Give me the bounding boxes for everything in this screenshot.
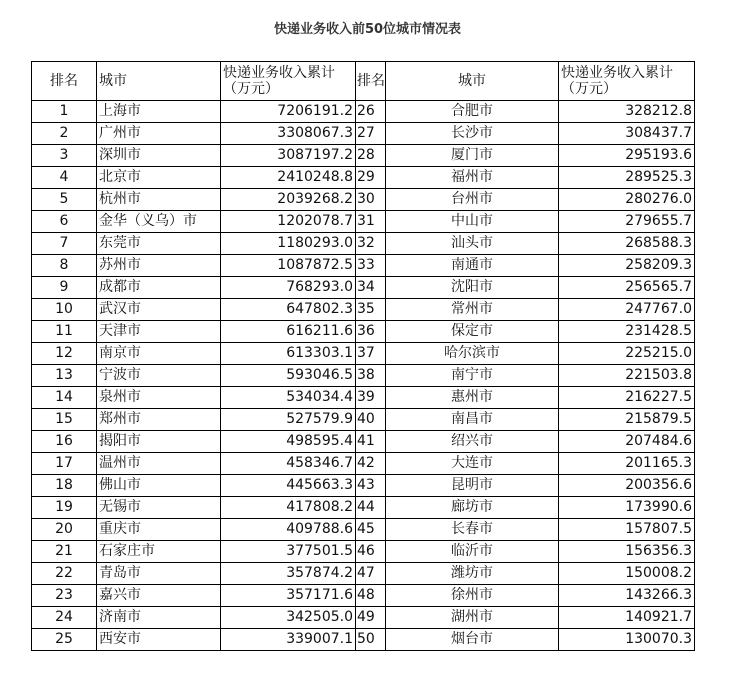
revenue-cell-2: 215879.5 bbox=[559, 409, 695, 431]
rank-cell: 6 bbox=[32, 211, 97, 233]
city-cell: 温州市 bbox=[97, 453, 221, 475]
city-cell-2: 保定市 bbox=[386, 321, 559, 343]
city-cell: 郑州市 bbox=[97, 409, 221, 431]
rank-cell-2: 29 bbox=[356, 167, 386, 189]
revenue-cell: 417808.2 bbox=[221, 497, 356, 519]
city-cell-2: 徐州市 bbox=[386, 585, 559, 607]
table-row bbox=[32, 255, 695, 277]
revenue-cell: 3087197.2 bbox=[221, 145, 356, 167]
rank-cell-2: 50 bbox=[356, 629, 386, 651]
rank-cell-2: 38 bbox=[356, 365, 386, 387]
city-cell-2: 湖州市 bbox=[386, 607, 559, 629]
table-row bbox=[32, 189, 695, 211]
rank-cell-2: 32 bbox=[356, 233, 386, 255]
city-cell-2: 中山市 bbox=[386, 211, 559, 233]
revenue-cell-2: 221503.8 bbox=[559, 365, 695, 387]
rank-cell: 19 bbox=[32, 497, 97, 519]
city-cell-2: 长春市 bbox=[386, 519, 559, 541]
city-cell-2: 潍坊市 bbox=[386, 563, 559, 585]
table-row bbox=[32, 123, 695, 145]
city-cell-2: 南昌市 bbox=[386, 409, 559, 431]
revenue-cell-2: 207484.6 bbox=[559, 431, 695, 453]
table-row bbox=[32, 387, 695, 409]
revenue-cell: 593046.5 bbox=[221, 365, 356, 387]
rank-cell: 15 bbox=[32, 409, 97, 431]
rank-cell: 20 bbox=[32, 519, 97, 541]
rank-cell: 5 bbox=[32, 189, 97, 211]
city-cell-2: 长沙市 bbox=[386, 123, 559, 145]
city-cell: 宁波市 bbox=[97, 365, 221, 387]
rank-cell-2: 26 bbox=[356, 101, 386, 123]
table-row bbox=[32, 475, 695, 497]
rank-cell-2: 30 bbox=[356, 189, 386, 211]
table-row bbox=[32, 497, 695, 519]
revenue-cell: 3308067.3 bbox=[221, 123, 356, 145]
city-cell-2: 南宁市 bbox=[386, 365, 559, 387]
table-row bbox=[32, 541, 695, 563]
revenue-cell-2: 258209.3 bbox=[559, 255, 695, 277]
rank-cell: 17 bbox=[32, 453, 97, 475]
city-cell: 成都市 bbox=[97, 277, 221, 299]
city-cell-2: 沈阳市 bbox=[386, 277, 559, 299]
rank-cell: 25 bbox=[32, 629, 97, 651]
revenue-cell: 458346.7 bbox=[221, 453, 356, 475]
city-cell-2: 汕头市 bbox=[386, 233, 559, 255]
revenue-cell-2: 280276.0 bbox=[559, 189, 695, 211]
table-row bbox=[32, 409, 695, 431]
city-cell: 石家庄市 bbox=[97, 541, 221, 563]
table-row bbox=[32, 145, 695, 167]
revenue-cell-2: 216227.5 bbox=[559, 387, 695, 409]
revenue-cell-2: 308437.7 bbox=[559, 123, 695, 145]
rank-cell: 4 bbox=[32, 167, 97, 189]
revenue-cell-2: 328212.8 bbox=[559, 101, 695, 123]
city-cell: 无锡市 bbox=[97, 497, 221, 519]
revenue-cell: 357171.6 bbox=[221, 585, 356, 607]
city-cell: 金华（义乌）市 bbox=[97, 211, 221, 233]
page-title: 快递业务收入前50位城市情况表 bbox=[273, 22, 462, 37]
city-cell: 佛山市 bbox=[97, 475, 221, 497]
rank-cell-2: 39 bbox=[356, 387, 386, 409]
revenue-cell: 377501.5 bbox=[221, 541, 356, 563]
rank-cell: 8 bbox=[32, 255, 97, 277]
revenue-cell: 1087872.5 bbox=[221, 255, 356, 277]
table-row bbox=[32, 453, 695, 475]
table-row bbox=[32, 211, 695, 233]
city-cell: 天津市 bbox=[97, 321, 221, 343]
table-row bbox=[32, 585, 695, 607]
city-cell: 广州市 bbox=[97, 123, 221, 145]
rank-cell: 13 bbox=[32, 365, 97, 387]
rank-cell-2: 36 bbox=[356, 321, 386, 343]
table-body bbox=[32, 101, 695, 651]
rank-cell: 16 bbox=[32, 431, 97, 453]
rank-cell-2: 44 bbox=[356, 497, 386, 519]
table-row bbox=[32, 101, 695, 123]
city-cell: 揭阳市 bbox=[97, 431, 221, 453]
rank-cell-2: 43 bbox=[356, 475, 386, 497]
revenue-cell: 527579.9 bbox=[221, 409, 356, 431]
table-row bbox=[32, 277, 695, 299]
revenue-cell: 7206191.2 bbox=[221, 101, 356, 123]
city-cell: 济南市 bbox=[97, 607, 221, 629]
rank-cell: 7 bbox=[32, 233, 97, 255]
rank-cell-2: 42 bbox=[356, 453, 386, 475]
city-cell: 南京市 bbox=[97, 343, 221, 365]
revenue-cell-2: 247767.0 bbox=[559, 299, 695, 321]
header-rank: 排名 bbox=[32, 62, 97, 101]
city-cell-2: 临沂市 bbox=[386, 541, 559, 563]
city-cell-2: 福州市 bbox=[386, 167, 559, 189]
city-cell: 东莞市 bbox=[97, 233, 221, 255]
rank-cell: 9 bbox=[32, 277, 97, 299]
table-row bbox=[32, 365, 695, 387]
rank-cell-2: 27 bbox=[356, 123, 386, 145]
rank-cell-2: 46 bbox=[356, 541, 386, 563]
rank-cell-2: 45 bbox=[356, 519, 386, 541]
revenue-cell: 1202078.7 bbox=[221, 211, 356, 233]
table-row bbox=[32, 629, 695, 651]
table-row bbox=[32, 321, 695, 343]
city-cell: 苏州市 bbox=[97, 255, 221, 277]
revenue-cell-2: 231428.5 bbox=[559, 321, 695, 343]
city-cell-2: 台州市 bbox=[386, 189, 559, 211]
rank-cell-2: 40 bbox=[356, 409, 386, 431]
rank-cell-2: 35 bbox=[356, 299, 386, 321]
header-revenue-2: 快递业务收入累计（万元） bbox=[559, 62, 695, 101]
city-cell: 杭州市 bbox=[97, 189, 221, 211]
city-cell: 青岛市 bbox=[97, 563, 221, 585]
revenue-cell: 339007.1 bbox=[221, 629, 356, 651]
revenue-cell-2: 279655.7 bbox=[559, 211, 695, 233]
rank-cell-2: 37 bbox=[356, 343, 386, 365]
table-row bbox=[32, 563, 695, 585]
rank-cell: 1 bbox=[32, 101, 97, 123]
revenue-cell: 409788.6 bbox=[221, 519, 356, 541]
rank-cell: 14 bbox=[32, 387, 97, 409]
rank-cell: 2 bbox=[32, 123, 97, 145]
city-cell: 武汉市 bbox=[97, 299, 221, 321]
city-cell: 深圳市 bbox=[97, 145, 221, 167]
city-cell-2: 绍兴市 bbox=[386, 431, 559, 453]
header-city: 城市 bbox=[97, 62, 221, 101]
rank-cell: 3 bbox=[32, 145, 97, 167]
revenue-cell-2: 143266.3 bbox=[559, 585, 695, 607]
revenue-cell-2: 200356.6 bbox=[559, 475, 695, 497]
table-row bbox=[32, 233, 695, 255]
revenue-cell-2: 256565.7 bbox=[559, 277, 695, 299]
revenue-cell: 357874.2 bbox=[221, 563, 356, 585]
rank-cell: 21 bbox=[32, 541, 97, 563]
header-rank-2: 排名 bbox=[356, 62, 386, 101]
city-cell-2: 昆明市 bbox=[386, 475, 559, 497]
rank-cell-2: 34 bbox=[356, 277, 386, 299]
rank-cell-2: 49 bbox=[356, 607, 386, 629]
city-cell: 重庆市 bbox=[97, 519, 221, 541]
rank-cell-2: 41 bbox=[356, 431, 386, 453]
revenue-cell-2: 295193.6 bbox=[559, 145, 695, 167]
city-cell-2: 大连市 bbox=[386, 453, 559, 475]
rank-cell-2: 47 bbox=[356, 563, 386, 585]
revenue-cell-2: 201165.3 bbox=[559, 453, 695, 475]
revenue-cell: 616211.6 bbox=[221, 321, 356, 343]
revenue-cell: 445663.3 bbox=[221, 475, 356, 497]
rank-cell: 11 bbox=[32, 321, 97, 343]
city-cell: 西安市 bbox=[97, 629, 221, 651]
revenue-cell-2: 225215.0 bbox=[559, 343, 695, 365]
revenue-cell-2: 150008.2 bbox=[559, 563, 695, 585]
revenue-cell: 498595.4 bbox=[221, 431, 356, 453]
city-cell-2: 合肥市 bbox=[386, 101, 559, 123]
revenue-cell: 2410248.8 bbox=[221, 167, 356, 189]
table-row bbox=[32, 431, 695, 453]
revenue-cell-2: 157807.5 bbox=[559, 519, 695, 541]
revenue-cell: 613303.1 bbox=[221, 343, 356, 365]
city-cell-2: 常州市 bbox=[386, 299, 559, 321]
table-row bbox=[32, 343, 695, 365]
table-row bbox=[32, 167, 695, 189]
revenue-cell: 2039268.2 bbox=[221, 189, 356, 211]
rank-cell: 10 bbox=[32, 299, 97, 321]
rank-cell: 12 bbox=[32, 343, 97, 365]
rank-cell: 18 bbox=[32, 475, 97, 497]
revenue-cell: 534034.4 bbox=[221, 387, 356, 409]
city-cell: 嘉兴市 bbox=[97, 585, 221, 607]
revenue-cell: 768293.0 bbox=[221, 277, 356, 299]
table-row bbox=[32, 519, 695, 541]
rank-cell-2: 31 bbox=[356, 211, 386, 233]
table-row bbox=[32, 299, 695, 321]
rank-cell: 23 bbox=[32, 585, 97, 607]
revenue-cell-2: 156356.3 bbox=[559, 541, 695, 563]
revenue-cell-2: 173990.6 bbox=[559, 497, 695, 519]
city-cell-2: 哈尔滨市 bbox=[386, 343, 559, 365]
table-header-row bbox=[32, 62, 695, 101]
city-cell-2: 南通市 bbox=[386, 255, 559, 277]
revenue-cell: 647802.3 bbox=[221, 299, 356, 321]
city-cell-2: 惠州市 bbox=[386, 387, 559, 409]
rank-cell: 24 bbox=[32, 607, 97, 629]
city-cell-2: 厦门市 bbox=[386, 145, 559, 167]
revenue-cell: 1180293.0 bbox=[221, 233, 356, 255]
city-cell: 北京市 bbox=[97, 167, 221, 189]
city-cell: 上海市 bbox=[97, 101, 221, 123]
revenue-cell-2: 140921.7 bbox=[559, 607, 695, 629]
table-row bbox=[32, 607, 695, 629]
header-city-2: 城市 bbox=[386, 62, 559, 101]
city-cell: 泉州市 bbox=[97, 387, 221, 409]
revenue-cell-2: 268588.3 bbox=[559, 233, 695, 255]
header-revenue: 快递业务收入累计（万元） bbox=[221, 62, 356, 101]
rank-cell-2: 33 bbox=[356, 255, 386, 277]
rank-cell-2: 28 bbox=[356, 145, 386, 167]
revenue-cell-2: 289525.3 bbox=[559, 167, 695, 189]
rank-cell: 22 bbox=[32, 563, 97, 585]
city-revenue-table bbox=[31, 61, 695, 651]
revenue-cell-2: 130070.3 bbox=[559, 629, 695, 651]
revenue-cell: 342505.0 bbox=[221, 607, 356, 629]
city-cell-2: 廊坊市 bbox=[386, 497, 559, 519]
city-cell-2: 烟台市 bbox=[386, 629, 559, 651]
rank-cell-2: 48 bbox=[356, 585, 386, 607]
